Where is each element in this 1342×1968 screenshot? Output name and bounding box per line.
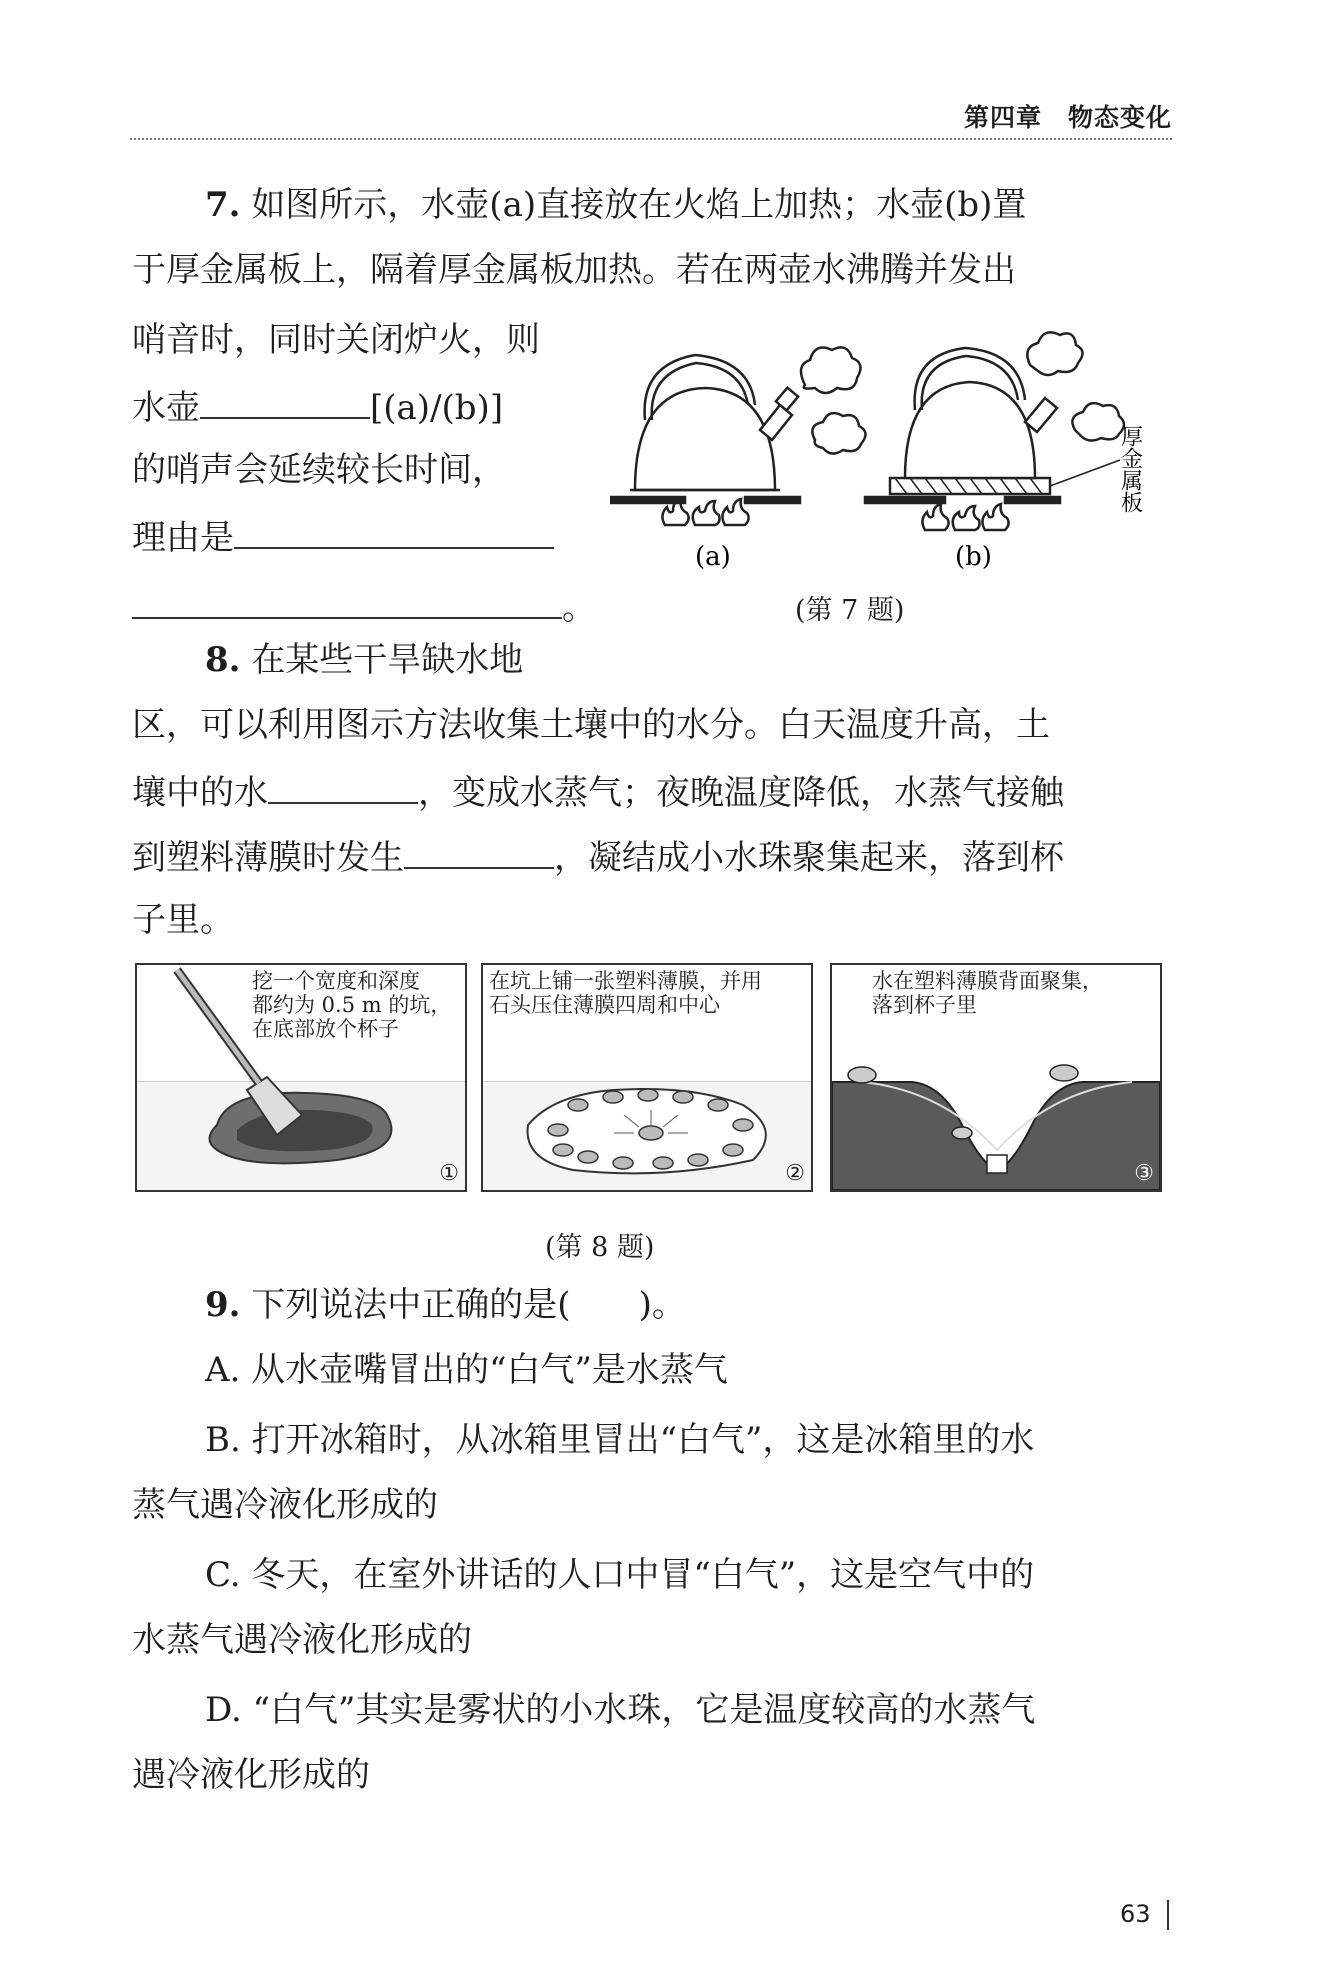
- q7-line-1-text: 如图所示，水壶(a)直接放在火焰上加热；水壶(b)置: [251, 185, 1027, 225]
- kettle-a-label: (a): [695, 542, 731, 572]
- kettle-figure: [610, 310, 1170, 580]
- q8-number: 8.: [205, 640, 241, 680]
- kettle-b-label: (b): [955, 542, 992, 572]
- q8-line-1: [205, 640, 625, 680]
- panel-2-text-line-2: 石头压住薄膜四周和中心: [489, 993, 720, 1017]
- q7-answer-blank-2[interactable]: [234, 515, 554, 549]
- q9-option-a[interactable]: A. 从水壶嘴冒出的“白气”是水蒸气: [205, 1350, 728, 1390]
- page-number-divider: [1167, 1900, 1169, 1930]
- chapter-title: 第四章 物态变化: [963, 103, 1172, 132]
- panel-2-text-line-1: 在坑上铺一张塑料薄膜，并用: [489, 969, 762, 993]
- q9-stem: [205, 1285, 1173, 1325]
- q7-line-3: 哨音时，同时关闭炉火，则: [132, 320, 540, 360]
- kettle-b: [865, 332, 1124, 530]
- figure-8-caption: (第 8 题): [545, 1232, 655, 1263]
- q9-stem-text: 下列说法中正确的是( )。: [251, 1285, 686, 1325]
- panel-1-text-line-3: 在底部放个杯子: [252, 1017, 399, 1041]
- page-header: [130, 98, 1172, 140]
- q8-line-1-text: 在某些干旱缺水地: [251, 640, 524, 680]
- q7-line-5: 的哨声会延续较长时间，: [132, 450, 506, 490]
- panel-3-number: ③: [1134, 1161, 1154, 1186]
- q7-options: [(a)/(b)]: [370, 388, 504, 428]
- q7-line-7: [132, 585, 602, 628]
- q9-option-c-line-2: 水蒸气遇冷液化形成的: [132, 1620, 472, 1660]
- panel-1-text-line-1: 挖一个宽度和深度: [252, 969, 420, 993]
- q9-option-c-line-1[interactable]: C. 冬天，在室外讲话的人口中冒“白气”，这是空气中的: [205, 1555, 1035, 1595]
- q7-kettle-label: 水壶: [132, 388, 200, 428]
- q9-number: 9.: [205, 1285, 241, 1325]
- panel-2-number: ②: [785, 1161, 805, 1186]
- q8-line-3: [132, 770, 1172, 813]
- q8-line-2: 区，可以利用图示方法收集土壤中的水分。白天温度升高，土: [132, 705, 1050, 745]
- kettle-a: [610, 347, 866, 525]
- q8-answer-blank-1[interactable]: [268, 770, 418, 804]
- panel-2: [481, 963, 813, 1192]
- q7-answer-blank-1[interactable]: [200, 385, 370, 419]
- q9-option-b-line-2: 蒸气遇冷液化形成的: [132, 1485, 438, 1525]
- q7-line-6: [132, 515, 602, 558]
- q7-answer-blank-3[interactable]: [132, 585, 562, 619]
- figure-7-caption: (第 7 题): [795, 595, 905, 626]
- q7-line-1: [205, 185, 1173, 225]
- q8-line-3-a: 壤中的水: [132, 773, 268, 813]
- panel-1-text: [252, 969, 451, 1041]
- plate-label: 厚金属板: [1117, 425, 1143, 513]
- q8-line-4: [132, 835, 1172, 878]
- panel-3-text-line-1: 水在塑料薄膜背面聚集，: [872, 969, 1103, 993]
- q9-option-d-line-1[interactable]: D. “白气”其实是雾状的小水珠，它是温度较高的水蒸气: [205, 1690, 1036, 1730]
- panel-3-text: [872, 969, 1103, 1017]
- q9-option-b-line-1[interactable]: B. 打开冰箱时，从冰箱里冒出“白气”，这是冰箱里的水: [205, 1420, 1035, 1460]
- q7-reason-label: 理由是: [132, 518, 234, 558]
- q7-line-4: [132, 385, 602, 428]
- panel-1: [135, 963, 467, 1192]
- q8-line-3-b: ，变成水蒸气；夜晚温度降低，水蒸气接触: [418, 773, 1064, 813]
- q8-answer-blank-2[interactable]: [404, 835, 554, 869]
- q7-line-2: 于厚金属板上，隔着厚金属板加热。若在两壶水沸腾并发出: [132, 250, 1016, 290]
- page-number: 63: [1120, 1900, 1151, 1928]
- panel-2-text: [489, 969, 762, 1017]
- q8-line-4-a: 到塑料薄膜时发生: [132, 838, 404, 878]
- q8-line-5: 子里。: [132, 900, 234, 940]
- panel-3-text-line-2: 落到杯子里: [872, 993, 977, 1017]
- panel-3: [830, 963, 1162, 1192]
- q8-line-4-b: ，凝结成小水珠聚集起来，落到杯: [554, 838, 1064, 878]
- q7-number: 7.: [205, 185, 241, 225]
- q9-option-d-line-2: 遇冷液化形成的: [132, 1755, 370, 1795]
- panel-1-number: ①: [439, 1161, 459, 1186]
- panel-1-text-line-2: 都约为 0.5 m 的坑，: [252, 993, 452, 1017]
- q7-line-end: 。: [562, 588, 596, 628]
